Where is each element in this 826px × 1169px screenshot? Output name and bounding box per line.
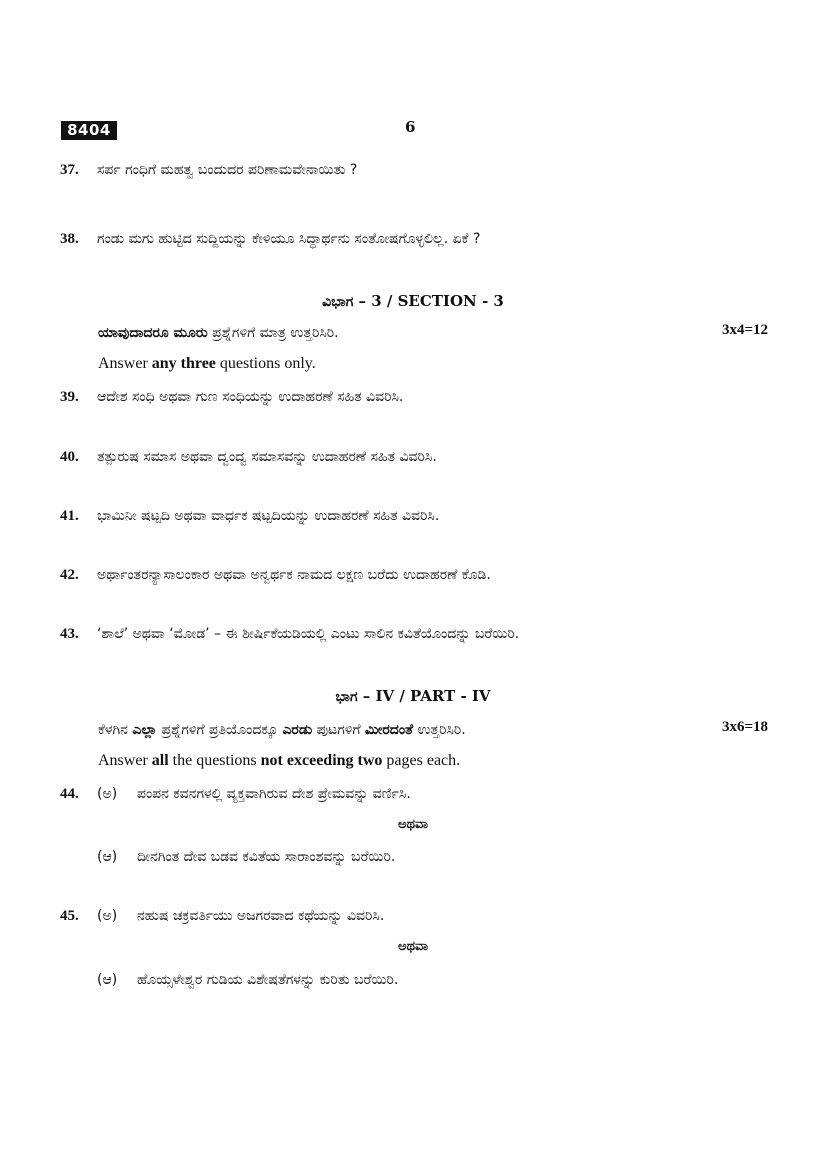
- instruction-bold: ಎರಡು: [282, 722, 313, 738]
- option-label: (ಅ): [97, 786, 118, 802]
- instruction-bold: ಮೀರದಂತೆ: [364, 722, 414, 738]
- question-text: ಭಾಮಿನೀ ಷಟ್ಪದಿ ಅಥವಾ ವಾರ್ಧಕ ಷಟ್ಪದಿಯನ್ನು ಉದಾಹರಣೆ ಸಹಿತ ವಿವರಿಸಿ.: [97, 508, 440, 524]
- question-44-a: [60, 783, 411, 804]
- part-heading-en: – IV / PART - IV: [357, 687, 491, 705]
- part-4-heading: [0, 686, 826, 707]
- question-number: 38.: [60, 231, 79, 247]
- question-number: 39.: [60, 389, 79, 405]
- instruction-bold: ಯಾವುದಾದರೂ ಮೂರು: [98, 325, 208, 341]
- question-text: ಹೊಯ್ಸಳೇಶ್ವರ ಗುಡಿಯ ವಿಶೇಷತೆಗಳನ್ನು ಕುರಿತು ಬರೆಯಿರಿ.: [137, 972, 399, 988]
- question-text: ಗಂಡು ಮಗು ಹುಟ್ಟಿದ ಸುದ್ದಿಯನ್ನು ಕೇಳಿಯೂ ಸಿದ್ಧಾರ್ಥನು ಸಂತೋಷಗೊಳ್ಳಲಿಲ್ಲ. ಏಕೆ ?: [97, 231, 481, 247]
- instruction-text: the questions: [168, 752, 261, 769]
- option-label: (ಅ): [97, 908, 118, 924]
- question-number: 44.: [60, 786, 79, 802]
- paper-code-badge: 8404: [61, 121, 117, 140]
- question-43: [60, 623, 519, 644]
- instruction-rest: ಪ್ರಶ್ನೆಗಳಿಗೆ ಮಾತ್ರ ಉತ್ತರಿಸಿರಿ.: [207, 325, 339, 341]
- part-heading-kn: ಭಾಗ: [335, 689, 358, 705]
- question-45-a: [60, 905, 384, 926]
- section-heading-en: – 3 / SECTION - 3: [353, 292, 504, 310]
- section-3-marks: 3x4=12: [721, 322, 768, 338]
- page-number: 6: [405, 118, 416, 136]
- part-4-instruction-en: [98, 751, 460, 771]
- instruction-text: Answer: [98, 752, 152, 769]
- section-3-instruction-en: [98, 354, 316, 374]
- instruction-text: questions only.: [215, 355, 316, 372]
- instruction-text: ಪುಟಗಳಿಗೆ: [312, 722, 365, 738]
- or-separator: ಅಥವಾ: [398, 817, 428, 832]
- question-38: [60, 228, 480, 249]
- question-44-b: [60, 846, 395, 867]
- section-3-instruction-kn: [98, 322, 339, 343]
- question-number: 42.: [60, 567, 79, 583]
- question-42: [60, 564, 491, 585]
- question-text: ತತ್ಪುರುಷ ಸಮಾಸ ಅಥವಾ ದ್ವಂದ್ವ ಸಮಾಸವನ್ನು ಉದಾಹರಣೆ ಸಹಿತ ವಿವರಿಸಿ.: [97, 449, 437, 465]
- question-text: ಆದೇಶ ಸಂಧಿ ಅಥವಾ ಗುಣ ಸಂಧಿಯನ್ನು ಉದಾಹರಣೆ ಸಹಿತ ವಿವರಿಸಿ.: [97, 389, 404, 405]
- question-number: 37.: [60, 162, 79, 178]
- option-label: (ಆ): [97, 849, 118, 865]
- question-number: 41.: [60, 508, 79, 524]
- question-41: [60, 505, 439, 526]
- instruction-text: ಉತ್ತರಿಸಿರಿ.: [413, 722, 466, 738]
- instruction-text: ಪ್ರಶ್ನೆಗಳಿಗೆ ಪ್ರತಿಯೊಂದಕ್ಕೂ: [157, 722, 283, 738]
- question-number: 40.: [60, 449, 79, 465]
- question-text: ನಹುಷ ಚಕ್ರವರ್ತಿಯು ಅಜಗರವಾದ ಕಥೆಯನ್ನು ವಿವರಿಸಿ.: [137, 908, 385, 924]
- question-text: ದೀನಗಿಂತ ದೇವ ಬಡವ ಕವಿತೆಯ ಸಾರಾಂಶವನ್ನು ಬರೆಯಿರಿ.: [137, 849, 396, 865]
- or-separator: ಅಥವಾ: [398, 939, 428, 954]
- question-number: 43.: [60, 626, 79, 642]
- question-text: ಅರ್ಥಾಂತರನ್ಯಾಸಾಲಂಕಾರ ಅಥವಾ ಅನ್ವರ್ಥಕ ನಾಮದ ಲಕ್ಷಣ ಬರೆದು ಉದಾಹರಣೆ ಕೊಡಿ.: [97, 567, 491, 583]
- question-text: ‘ಶಾಲೆ’ ಅಥವಾ ‘ಮೋಡ’ – ಈ ಶೀರ್ಷಿಕೆಯಡಿಯಲ್ಲಿ ಎಂಟು ಸಾಲಿನ ಕವಿತೆಯೊಂದನ್ನು ಬರೆಯಿರಿ.: [97, 626, 520, 642]
- instruction-bold: any three: [151, 355, 216, 372]
- instruction-text: Answer: [98, 355, 152, 372]
- instruction-text: ಕೆಳಗಿನ: [98, 722, 133, 738]
- question-39: [60, 386, 403, 407]
- section-heading-kn: ವಿಭಾಗ: [322, 294, 354, 310]
- instruction-bold: ಎಲ್ಲಾ: [132, 722, 158, 738]
- part-4-marks: 3x6=18: [721, 719, 768, 735]
- option-label: (ಆ): [97, 972, 118, 988]
- instruction-bold: all: [151, 752, 169, 769]
- question-37: [60, 159, 357, 180]
- question-40: [60, 446, 437, 467]
- instruction-text: pages each.: [382, 752, 461, 769]
- question-text: ಪಂಪನ ಕವನಗಳಲ್ಲಿ ವ್ಯಕ್ತವಾಗಿರುವ ದೇಶ ಪ್ರೇಮವನ್ನು ವರ್ಣಿಸಿ.: [137, 786, 411, 802]
- question-text: ಸರ್ಪ ಗಂಧಿಗೆ ಮಹತ್ವ ಬಂದುದರ ಪರಿಣಾಮವೇನಾಯಿತು ?: [97, 162, 358, 178]
- question-number: 45.: [60, 908, 79, 924]
- section-3-heading: [0, 291, 826, 312]
- question-45-b: [60, 969, 398, 990]
- part-4-instruction-kn: [98, 719, 466, 740]
- instruction-bold: not exceeding two: [260, 752, 383, 769]
